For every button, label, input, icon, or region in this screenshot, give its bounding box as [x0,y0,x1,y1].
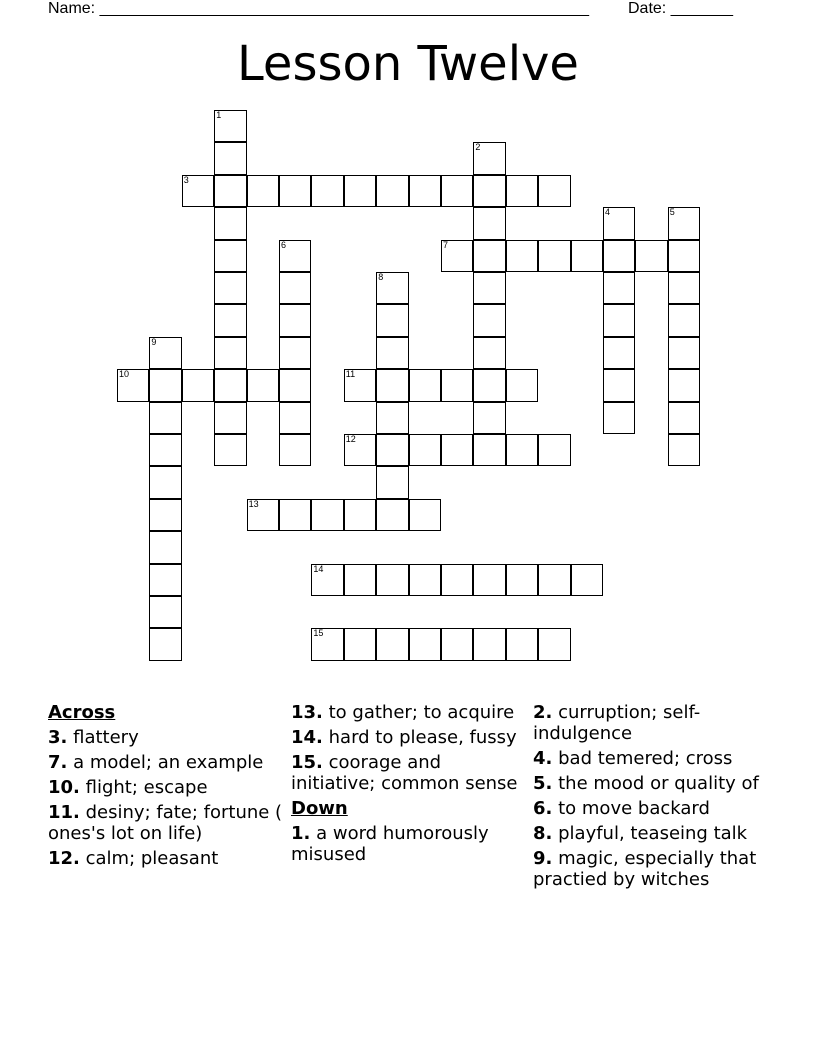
clue-down-2 [533,702,773,744]
clue-number: 1. [291,823,311,844]
grid-cell[interactable] [409,564,441,596]
grid-cell[interactable] [149,596,181,628]
grid-cell[interactable] [149,466,181,498]
grid-cell[interactable] [149,499,181,531]
cell-number: 9 [151,336,157,347]
clue-across-13 [291,702,527,723]
grid-cell[interactable] [668,337,700,369]
grid-cell[interactable] [376,304,408,336]
grid-cell[interactable] [376,499,408,531]
grid-cell[interactable] [506,369,538,401]
clue-text: magic, especially that practied by witches [533,848,757,890]
grid-cell[interactable] [376,402,408,434]
cell-number: 13 [248,498,259,509]
clue-number: 6. [533,798,553,819]
grid-cell[interactable] [603,402,635,434]
grid-cell[interactable] [311,628,343,660]
clue-text: hard to please, fussy [328,727,517,748]
grid-cell[interactable] [214,142,246,174]
grid-cell[interactable] [311,499,343,531]
clue-number: 14. [291,727,323,748]
grid-cell[interactable] [182,369,214,401]
grid-cell[interactable] [182,175,214,207]
cell-number: 4 [605,207,611,218]
grid-cell[interactable] [571,564,603,596]
clue-number: 15. [291,752,323,773]
clue-text: curruption; self-indulgence [533,702,701,744]
grid-cell[interactable] [603,207,635,239]
clue-number: 12. [48,848,80,869]
grid-cell[interactable] [409,369,441,401]
cell-number: 10 [119,369,130,380]
grid-cell[interactable] [506,240,538,272]
grid-cell[interactable] [117,369,149,401]
grid-cell[interactable] [149,402,181,434]
clue-text: to gather; to acquire [328,702,515,723]
clue-number: 9. [533,848,553,869]
grid-cell[interactable] [409,499,441,531]
grid-cell[interactable] [473,434,505,466]
clue-text: the mood or quality of [558,773,759,794]
grid-cell[interactable] [279,272,311,304]
grid-cell[interactable] [473,337,505,369]
grid-cell[interactable] [376,175,408,207]
clue-across-10 [48,777,284,798]
grid-cell[interactable] [506,564,538,596]
grid-cell[interactable] [376,337,408,369]
cell-number: 2 [475,142,481,153]
down-heading: Down [291,798,348,819]
grid-cell[interactable] [214,110,246,142]
grid-cell[interactable] [344,434,376,466]
grid-cell[interactable] [279,240,311,272]
grid-cell[interactable] [247,499,279,531]
grid-cell[interactable] [214,337,246,369]
grid-cell[interactable] [473,402,505,434]
grid-cell[interactable] [668,434,700,466]
grid-cell[interactable] [473,240,505,272]
grid-cell[interactable] [441,240,473,272]
clue-number: 10. [48,777,80,798]
grid-cell[interactable] [376,628,408,660]
cell-number: 3 [183,174,189,185]
grid-cell[interactable] [279,337,311,369]
grid-cell[interactable] [214,175,246,207]
grid-cell[interactable] [668,369,700,401]
clue-text: desiny; fate; fortune ( ones's lot on life) [48,802,283,844]
grid-cell[interactable] [473,564,505,596]
clue-column-3 [533,702,773,894]
clue-number: 3. [48,727,68,748]
cell-number: 15 [313,628,324,639]
grid-cell[interactable] [247,369,279,401]
grid-cell[interactable] [538,175,570,207]
clue-text: a word humorously misused [291,823,489,865]
grid-cell[interactable] [603,337,635,369]
grid-cell[interactable] [538,434,570,466]
grid-cell[interactable] [214,240,246,272]
cell-number: 11 [345,369,356,380]
cell-number: 1 [216,110,222,120]
grid-cell[interactable] [668,304,700,336]
clue-text: a model; an example [73,752,264,773]
grid-cell[interactable] [538,564,570,596]
grid-cell[interactable] [214,272,246,304]
grid-cell[interactable] [149,564,181,596]
grid-cell[interactable] [538,628,570,660]
grid-cell[interactable] [506,175,538,207]
cell-number: 5 [669,207,675,218]
clue-across-14 [291,727,527,748]
clue-number: 5. [533,773,553,794]
grid-cell[interactable] [441,628,473,660]
grid-cell[interactable] [441,369,473,401]
grid-cell[interactable] [376,272,408,304]
grid-cell[interactable] [149,369,181,401]
grid-cell[interactable] [247,175,279,207]
clue-across-3 [48,727,284,748]
grid-cell[interactable] [473,304,505,336]
clue-text: bad temered; cross [558,748,733,769]
grid-cell[interactable] [635,240,667,272]
grid-cell[interactable] [344,564,376,596]
clue-down-5 [533,773,773,794]
grid-cell[interactable] [668,207,700,239]
clue-number: 2. [533,702,553,723]
cell-number: 6 [281,239,287,250]
clue-down-4 [533,748,773,769]
grid-cell[interactable] [149,628,181,660]
clue-text: coorage and initiative; common sense [291,752,518,794]
grid-cell[interactable] [473,142,505,174]
grid-cell[interactable] [571,240,603,272]
grid-cell[interactable] [506,434,538,466]
cell-number: 12 [345,434,356,444]
grid-cell[interactable] [376,434,408,466]
grid-cell[interactable] [344,628,376,660]
grid-cell[interactable] [506,628,538,660]
grid-cell[interactable] [279,304,311,336]
clue-text: to move backard [558,798,710,819]
grid-cell[interactable] [441,434,473,466]
clue-number: 4. [533,748,553,769]
grid-cell[interactable] [279,434,311,466]
grid-cell[interactable] [473,369,505,401]
clue-text: calm; pleasant [85,848,219,869]
grid-cell[interactable] [473,628,505,660]
cell-number: 8 [378,272,384,282]
grid-cell[interactable] [603,240,635,272]
clue-number: 7. [48,752,68,773]
grid-cell[interactable] [603,304,635,336]
grid-cell[interactable] [214,207,246,239]
grid-cell[interactable] [214,434,246,466]
clue-down-8 [533,823,773,844]
grid-cell[interactable] [376,466,408,498]
grid-cell[interactable] [311,564,343,596]
name-field[interactable]: Name: _______________________________________________________ [48,0,589,17]
clue-number: 13. [291,702,323,723]
grid-cell[interactable] [311,175,343,207]
grid-cell[interactable] [409,434,441,466]
across-heading: Across [48,702,116,723]
grid-cell[interactable] [149,531,181,563]
clue-column-2 [291,702,527,869]
clue-across-7 [48,752,284,773]
clue-text: playful, teaseing talk [558,823,748,844]
grid-cell[interactable] [473,207,505,239]
grid-cell[interactable] [668,272,700,304]
clue-across-12 [48,848,284,869]
grid-cell[interactable] [279,369,311,401]
grid-cell[interactable] [668,240,700,272]
clue-across-15 [291,752,527,794]
grid-cell[interactable] [409,175,441,207]
grid-cell[interactable] [668,402,700,434]
grid-cell[interactable] [344,175,376,207]
grid-cell[interactable] [538,240,570,272]
grid-cell[interactable] [214,369,246,401]
clue-text: flight; escape [85,777,208,798]
cell-number: 14 [313,563,324,574]
grid-cell[interactable] [409,628,441,660]
grid-cell[interactable] [473,175,505,207]
cell-number: 7 [443,239,449,250]
page-title: Lesson Twelve [237,36,579,92]
grid-cell[interactable] [376,564,408,596]
grid-cell[interactable] [149,434,181,466]
grid-cell[interactable] [214,304,246,336]
clue-across-11 [48,802,284,844]
grid-cell[interactable] [279,175,311,207]
grid-cell[interactable] [473,272,505,304]
clue-number: 11. [48,802,80,823]
grid-cell[interactable] [344,499,376,531]
clue-down-9 [533,848,773,890]
grid-cell[interactable] [149,337,181,369]
clue-number: 8. [533,823,553,844]
grid-cell[interactable] [279,499,311,531]
clue-column-1 [48,702,284,873]
clue-down-6 [533,798,773,819]
grid-cell[interactable] [279,402,311,434]
grid-cell[interactable] [441,564,473,596]
grid-cell[interactable] [603,272,635,304]
grid-cell[interactable] [214,402,246,434]
clue-down-1 [291,823,527,865]
grid-cell[interactable] [344,369,376,401]
date-field[interactable]: Date: _______ [628,0,733,17]
grid-cell[interactable] [441,175,473,207]
grid-cell[interactable] [603,369,635,401]
clue-text: flattery [73,727,139,748]
grid-cell[interactable] [376,369,408,401]
